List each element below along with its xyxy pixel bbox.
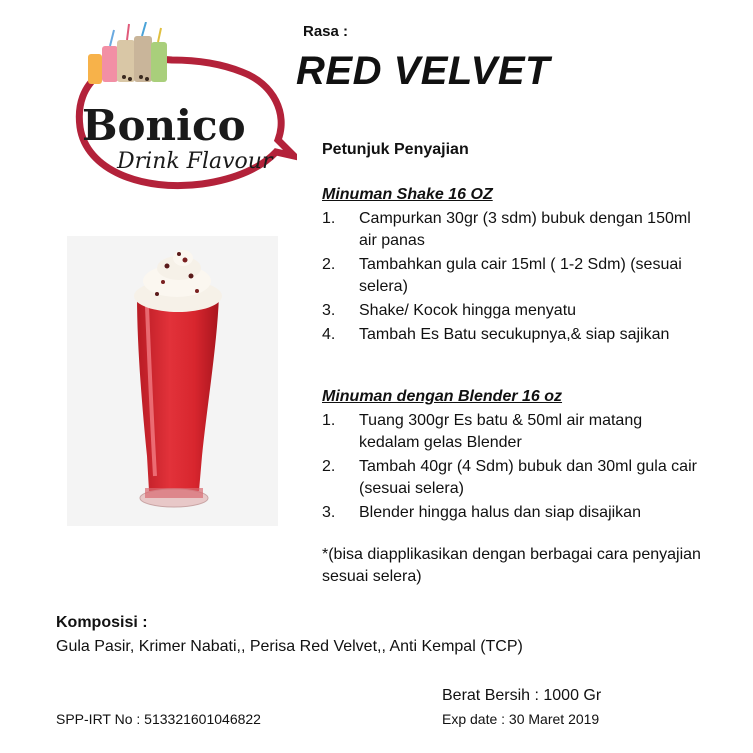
shake-section-title: Minuman Shake 16 OZ (322, 186, 493, 203)
product-photo (67, 236, 278, 526)
list-item: 2. Tambah 40gr (4 Sdm) bubuk dan 30ml gula cair (sesuai selera) (322, 458, 697, 497)
list-item: 1. Tuang 300gr Es batu & 50ml air matang kedalam gelas Blender (322, 412, 643, 451)
list-item: 4. Tambah Es Batu secukupnya,& siap sajikan (322, 326, 670, 343)
logo-graphic (62, 22, 297, 200)
spp-irt-number: SPP-IRT No : 513321601046822 (56, 711, 261, 727)
red-velvet-glass-image (67, 236, 278, 526)
net-weight: Berat Bersih : 1000 Gr (442, 687, 602, 704)
blender-section-title: Minuman dengan Blender 16 oz (322, 388, 563, 405)
composition-title: Komposisi : (56, 614, 148, 631)
flavor-name: RED VELVET (296, 49, 550, 93)
logo-tagline-text: Drink Flavour (117, 149, 273, 174)
rasa-label: Rasa : (303, 23, 349, 40)
shake-steps-list (322, 208, 702, 348)
serving-instructions-title: Petunjuk Penyajian (322, 141, 469, 158)
composition-text: Gula Pasir, Krimer Nabati,, Perisa Red Velvet,, Anti Kempal (TCP) (56, 638, 523, 655)
bonico-logo (62, 22, 297, 200)
bubble-tea-cups-icon (88, 22, 167, 84)
list-item: 1. Campurkan 30gr (3 sdm) bubuk dengan 150ml air panas (322, 210, 691, 249)
list-item: 2. Tambahkan gula cair 15ml ( 1-2 Sdm) (sesuai selera) (322, 256, 682, 295)
blender-steps-list (322, 410, 702, 526)
expiry-date: Exp date : 30 Maret 2019 (442, 711, 600, 727)
serving-note: *(bisa diapplikasikan dengan berbagai cara penyajian sesuai selera) (322, 546, 701, 585)
whipped-cream-icon (134, 250, 222, 312)
list-item: 3. Shake/ Kocok hingga menyatu (322, 302, 577, 319)
logo-brand-text: Bonico (82, 101, 246, 150)
list-item: 3. Blender hingga halus dan siap disajikan (322, 504, 641, 521)
